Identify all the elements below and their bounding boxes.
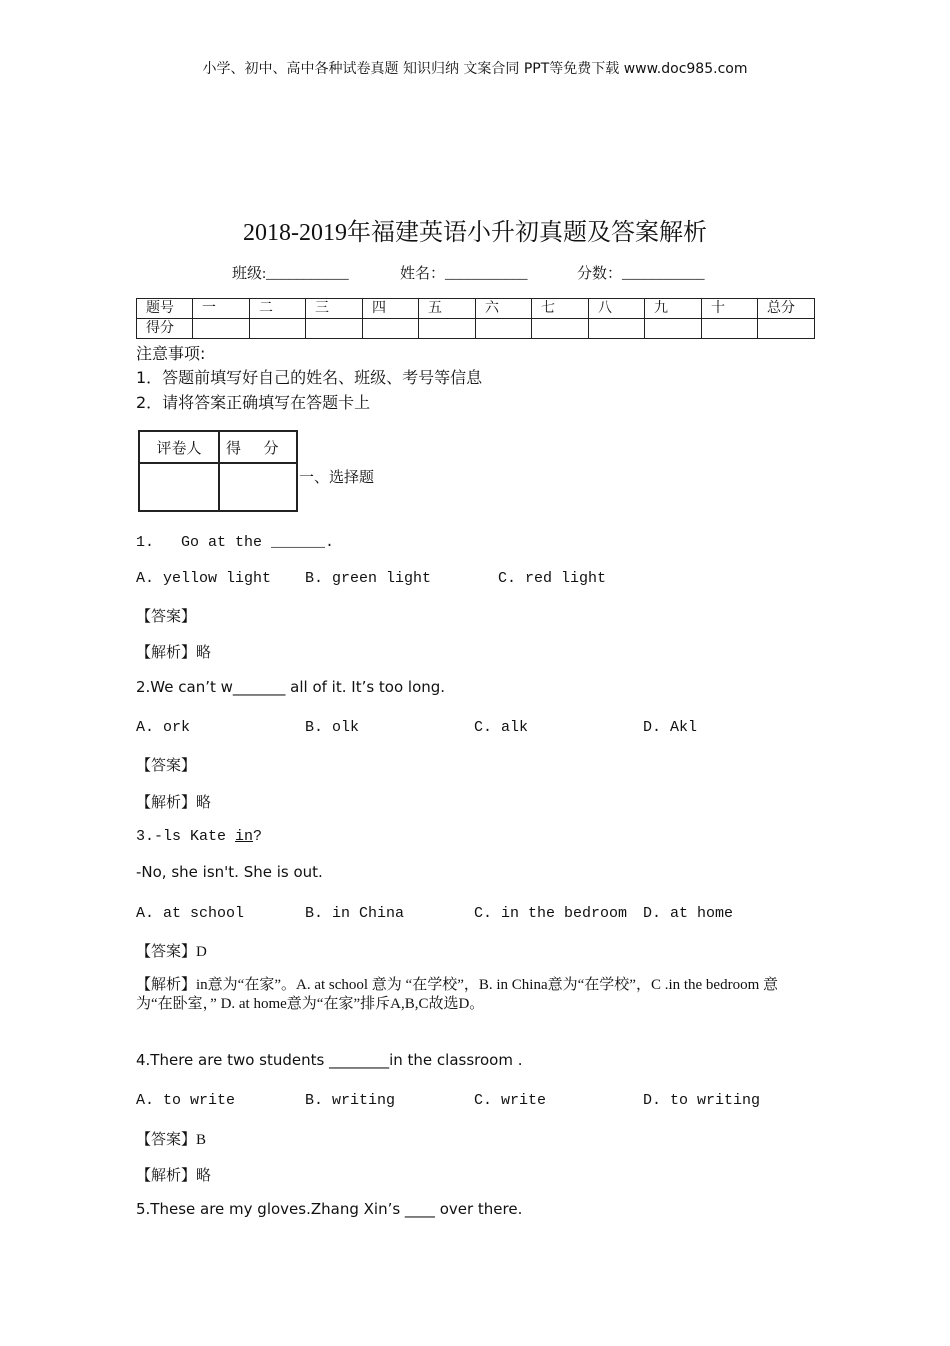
question-stem: 2.We can’t w_______ all of it. It’s too long.	[136, 678, 446, 696]
option: D. at home	[643, 905, 734, 922]
score-table	[136, 298, 815, 339]
score-table-header-row	[137, 299, 815, 319]
question-stem: 1. Go at the ______.	[136, 534, 335, 551]
option: C. red light	[498, 570, 607, 587]
option: D. Akl	[643, 719, 698, 736]
score-header-cell: 一	[193, 299, 250, 319]
header-banner: 小学、初中、高中各种试卷真题 知识归纳 文案合同 PPT等免费下载 www.doc985.com	[202, 61, 748, 77]
question-stem	[136, 828, 262, 845]
option: C. write	[474, 1092, 547, 1109]
option: A. ork	[136, 719, 191, 736]
score-cell[interactable]	[193, 319, 250, 339]
score-cell[interactable]	[306, 319, 363, 339]
score-cell[interactable]	[758, 319, 815, 339]
option: B. olk	[305, 719, 360, 736]
grader-cell[interactable]	[139, 463, 219, 511]
score-header-cell: 九	[645, 299, 702, 319]
analysis-label: 【解析】略	[136, 645, 212, 661]
score-cell[interactable]	[250, 319, 306, 339]
option: B. writing	[305, 1092, 396, 1109]
score-header-cell: 八	[589, 299, 645, 319]
section-title: 一、选择题	[299, 470, 375, 486]
score-cell[interactable]	[589, 319, 645, 339]
answer-label: 【答案】D	[136, 944, 207, 960]
score-field-label: 分数：___________	[577, 266, 705, 282]
document-title: 2018-2019年福建英语小升初真题及答案解析	[243, 220, 707, 246]
score-row-label: 得分	[137, 319, 193, 339]
note-item: 2．请将答案正确填写在答题卡上	[136, 393, 371, 412]
answer-label: 【答案】B	[136, 1132, 207, 1148]
option: B. green light	[305, 570, 432, 587]
option: A. to write	[136, 1092, 236, 1109]
grader-score-cell[interactable]	[219, 463, 297, 511]
option: A. yellow light	[136, 570, 272, 587]
stem-text: ?	[253, 828, 263, 845]
score-header-cell: 五	[419, 299, 476, 319]
score-cell[interactable]	[702, 319, 758, 339]
question-stem: 5.These are my gloves.Zhang Xin’s ____ over there.	[136, 1200, 523, 1218]
option: B. in China	[305, 905, 405, 922]
score-label: 得 分	[219, 431, 297, 463]
score-header-cell: 三	[306, 299, 363, 319]
score-header-cell: 六	[476, 299, 532, 319]
option: C. alk	[474, 719, 529, 736]
analysis-label: 【解析】略	[136, 795, 212, 811]
option: D. to writing	[643, 1092, 761, 1109]
stem-text: 3.-ls Kate	[136, 828, 236, 845]
score-header-cell: 二	[250, 299, 306, 319]
answer-label: 【答案】	[136, 609, 197, 625]
option: A. at school	[136, 905, 245, 922]
score-cell[interactable]	[363, 319, 419, 339]
score-header-cell: 十	[702, 299, 758, 319]
question-stem: 4.There are two students ________in the classroom .	[136, 1051, 523, 1069]
question-reply: -No, she isn't. She is out.	[136, 863, 323, 881]
analysis-label: 【解析】略	[136, 1168, 212, 1184]
score-header-cell: 七	[532, 299, 589, 319]
name-field-label: 姓名：___________	[400, 266, 528, 282]
class-field-label: 班级:___________	[232, 266, 349, 282]
score-cell[interactable]	[645, 319, 702, 339]
score-cell[interactable]	[532, 319, 589, 339]
grader-label: 评卷人	[139, 431, 219, 463]
analysis-text: 【解析】in意为“在家”。A. at school 意为 “在学校”，B. in China意为“在学校”，C .in the bedroom 意为“在卧室，” D. at home意为“在家”排斥A,B,C故选D。	[136, 977, 779, 1012]
option: C. in the bedroom	[474, 905, 628, 922]
note-item: 1．答题前填写好自己的姓名、班级、考号等信息	[136, 368, 483, 387]
stem-underlined-word: in	[235, 828, 254, 845]
score-header-cell: 四	[363, 299, 419, 319]
score-header-cell: 总分	[758, 299, 815, 319]
score-table-score-row	[137, 319, 815, 339]
score-cell[interactable]	[476, 319, 532, 339]
answer-label: 【答案】	[136, 758, 197, 774]
score-header-cell: 题号	[137, 299, 193, 319]
score-cell[interactable]	[419, 319, 476, 339]
grader-table	[138, 430, 298, 512]
notes-title: 注意事项:	[136, 344, 206, 363]
